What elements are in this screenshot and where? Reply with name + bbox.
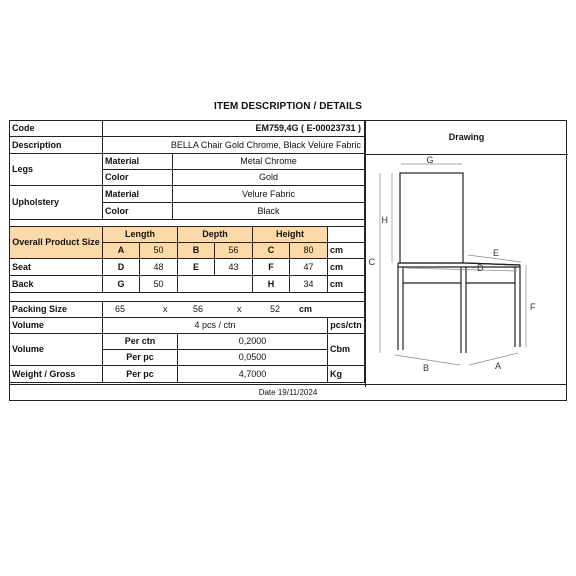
dim-c-value: 80 [290,243,328,259]
spacer-row [10,220,365,227]
chair-backrest [400,173,463,263]
back-blank [178,276,253,293]
drawing-panel [365,121,568,387]
legs-label: Legs [10,154,103,186]
seat-label: Seat [10,259,103,276]
packing-size-label: Packing Size [10,302,103,318]
overall-size-label: Overall Product Size [10,227,103,259]
back-label: Back [10,276,103,293]
dim-f-letter: F [253,259,290,276]
weight-unit: Kg [328,366,365,383]
letter-g: G [426,155,434,165]
size-header-blank [328,227,365,243]
height-header: Height [253,227,328,243]
depth-header: Depth [178,227,253,243]
code-label: Code [10,121,103,137]
chair-front-right-leg [461,267,466,353]
document-title: ITEM DESCRIPTION / DETAILS [214,101,362,112]
dim-h-letter: H [253,276,290,293]
cbm-unit: Cbm [328,334,365,366]
packing-width: 56 [193,304,204,314]
letter-h: H [381,215,388,225]
dim-line-a [469,353,518,365]
letter-a: A [495,361,502,371]
dim-h-value: 34 [290,276,328,293]
letter-f: F [530,302,536,312]
dim-e-value: 43 [215,259,253,276]
legs-material-label: Material [103,154,173,170]
per-ctn-label: Per ctn [103,334,178,350]
packing-size-values [103,302,365,318]
chair-drawing [365,155,568,387]
volume-pcs-value: 4 pcs / ctn [103,318,328,334]
volume-label: Volume [10,318,103,334]
upholstery-label: Upholstery [10,186,103,220]
volume-cbm-label: Volume [10,334,103,366]
back-unit: cm [328,276,365,293]
per-ctn-value: 0,2000 [178,334,328,350]
chair-front-left-leg [398,267,403,350]
drawing-header [365,121,568,155]
packing-x-1: x [163,304,168,314]
chair-seat-edge [465,263,520,265]
letter-c: C [368,257,375,267]
weight-value: 4,7000 [178,366,328,383]
upholstery-color-value: Black [173,203,365,220]
drawing-title: Drawing [448,132,485,142]
chair-seat [398,263,520,267]
spacer-row-2 [10,293,365,302]
dim-b-value: 56 [215,243,253,259]
packing-unit: cm [299,304,313,314]
dim-d-value: 48 [140,259,178,276]
volume-pcs-unit: pcs/ctn [328,318,365,334]
code-value: EM759,4G ( E-00023731 ) [103,121,365,137]
seat-unit: cm [328,259,365,276]
packing-length: 65 [115,304,126,314]
per-pc-label: Per pc [103,350,178,366]
description-label: Description [10,137,103,154]
legs-color-label: Color [103,170,173,186]
drawing-divider [365,121,366,387]
dim-b-letter: B [178,243,215,259]
per-pc-value: 0,0500 [178,350,328,366]
packing-height: 52 [270,304,281,314]
date-footer: Date 19/11/2024 [10,384,566,400]
upholstery-material-label: Material [103,186,173,203]
weight-per-pc-label: Per pc [103,366,178,383]
dim-g-letter: G [103,276,140,293]
dim-c-letter: C [253,243,290,259]
item-details-sheet [9,120,567,401]
dim-a-letter: A [103,243,140,259]
weight-label: Weight / Gross [10,366,103,383]
packing-x-2: x [237,304,242,314]
description-value: BELLA Chair Gold Chrome, Black Velure Fabric [103,137,365,154]
upholstery-color-label: Color [103,203,173,220]
dim-d-letter: D [103,259,140,276]
letter-b: B [423,363,430,373]
chair-outline [398,173,520,353]
chair-back-right-leg [515,267,520,347]
dimension-letters [369,155,537,373]
dim-a-value: 50 [140,243,178,259]
legs-color-value: Gold [173,170,365,186]
dim-f-value: 47 [290,259,328,276]
dim-e-letter: E [178,259,215,276]
upholstery-material-value: Velure Fabric [173,186,365,203]
dim-g-value: 50 [140,276,178,293]
letter-e: E [493,248,500,258]
length-header: Length [103,227,178,243]
size-unit: cm [328,243,365,259]
letter-d: D [477,263,484,273]
legs-material-value: Metal Chrome [173,154,365,170]
